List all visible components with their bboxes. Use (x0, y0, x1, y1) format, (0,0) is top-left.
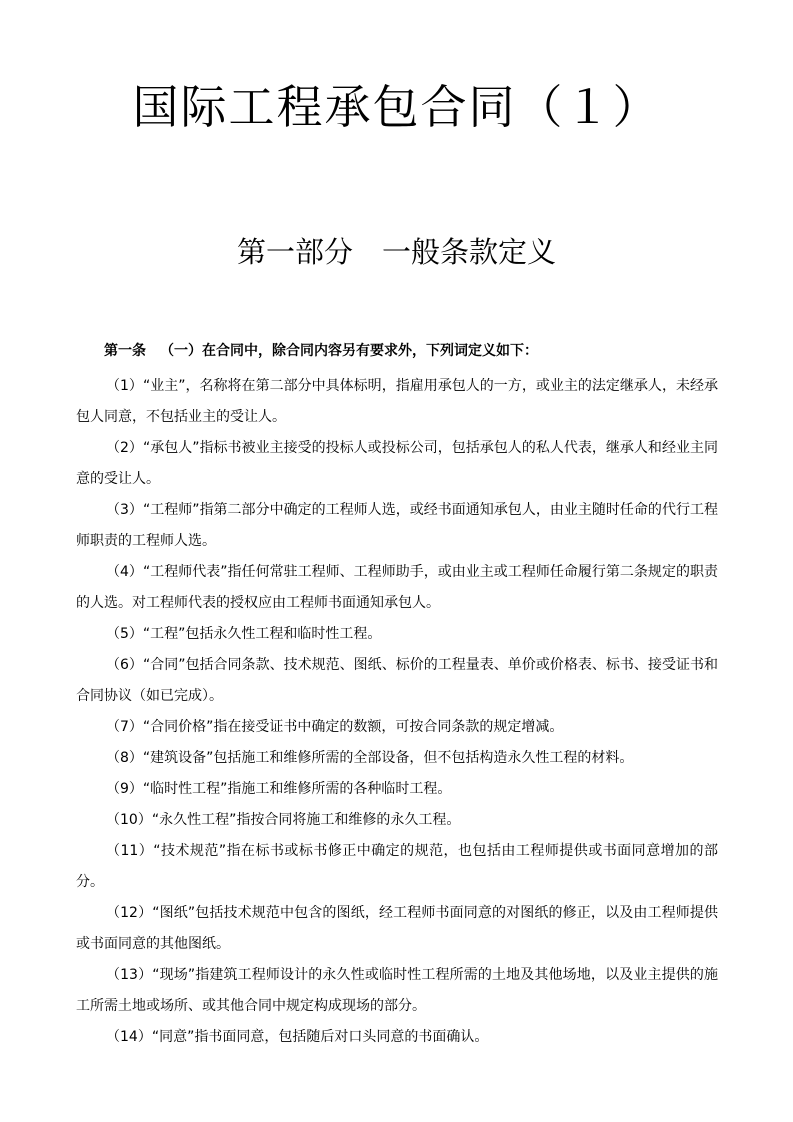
document-title: 国际工程承包合同（１） (132, 80, 661, 134)
clause-10: （10）“永久性工程”指按合同将施工和维修的永久工程。 (106, 812, 461, 828)
article-heading-text: （一）在合同中，除合同内容另有要求外，下列词定义如下： (160, 343, 538, 359)
clause-11: （11）“技术规范”指在标书或标书修正中确定的规范，也包括由工程师提供或书面同意增加的部分。 (76, 843, 718, 890)
clause-9: （9）“临时性工程”指施工和维修所需的各种临时工程。 (106, 781, 452, 797)
article-label: 第一条 (104, 343, 146, 359)
clause-8: （8）“建筑设备”包括施工和维修所需的全部设备，但不包括构造永久性工程的材料。 (106, 750, 634, 766)
clause-5: （5）“工程”包括永久性工程和临时性工程。 (106, 626, 382, 642)
clause-7: （7）“合同价格”指在接受证书中确定的数额，可按合同条款的规定增减。 (106, 719, 564, 735)
clause-4: （4）“工程师代表”指任何常驻工程师、工程师助手，或由业主或工程师任命履行第二条规定的职责的人选。对工程师代表的授权应由工程师书面通知承包人。 (76, 564, 718, 611)
clause-list (76, 371, 718, 1053)
part-title: 第一部分 一般条款定义 (236, 235, 556, 269)
clause-13: （13）“现场”指建筑工程师设计的永久性或临时性工程所需的土地及其他场地，以及业主提供的施工所需土地或场所、或其他合同中规定构成现场的部分。 (76, 967, 718, 1014)
clause-14: （14）“同意”指书面同意，包括随后对口头同意的书面确认。 (106, 1029, 489, 1045)
clause-6: （6）“合同”包括合同条款、技术规范、图纸、标价的工程量表、单价或价格表、标书、接受证书和合同协议（如已完成）。 (76, 657, 718, 704)
clause-2: （2）“承包人”指标书被业主接受的投标人或投标公司，包括承包人的私人代表，继承人和经业主同意的受让人。 (76, 440, 718, 487)
article-heading (104, 340, 724, 362)
clause-12: （12）“图纸”包括技术规范中包含的图纸，经工程师书面同意的对图纸的修正，以及由工程师提供或书面同意的其他图纸。 (76, 905, 718, 952)
clause-1: （1）“业主”，名称将在第二部分中具体标明，指雇用承包人的一方，或业主的法定继承人，未经承包人同意，不包括业主的受让人。 (76, 378, 718, 425)
clause-3: （3）“工程师”指第二部分中确定的工程师人选，或经书面通知承包人，由业主随时任命的代行工程师职责的工程师人选。 (76, 502, 718, 549)
